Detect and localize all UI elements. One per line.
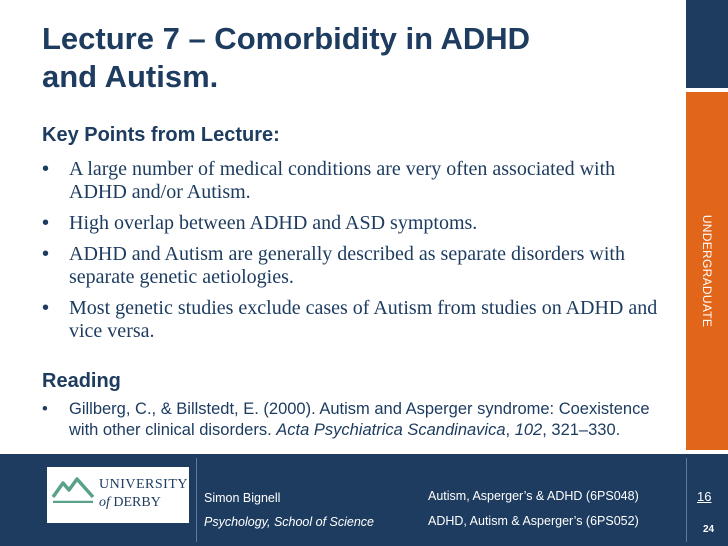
key-points-list (42, 158, 662, 351)
key-point-item (42, 243, 662, 289)
key-points-heading: Key Points from Lecture: (42, 124, 280, 146)
footer-divider (196, 458, 197, 542)
logo-of-text: of (99, 495, 110, 510)
presenter-name: Simon Bignell (204, 491, 281, 505)
university-logo (47, 467, 189, 523)
slide-title-line-1: Lecture 7 – Comorbidity in ADHD (42, 21, 531, 56)
reference-authors: Gillberg, C., & Billstedt, E. (2000). Autism and Asperger syndrome: Coexistence with other clinical disorders. (69, 400, 650, 439)
logo-derby-text (99, 495, 161, 511)
key-point-item (42, 212, 662, 235)
footer-divider (686, 458, 687, 542)
mountain-logo-icon (51, 475, 95, 503)
reading-heading: Reading (42, 370, 121, 392)
key-point-text: A large number of medical conditions are very often associated with ADHD and/or Autism. (69, 158, 616, 203)
slide-number-link[interactable]: 16 (697, 489, 712, 504)
sidebar-top-block (686, 0, 728, 88)
module-code-2: ADHD, Autism & Asperger’s (6PS052) (428, 514, 639, 528)
reference-volume: 102 (514, 421, 543, 439)
logo-university-text: UNIVERSITY (99, 477, 188, 492)
reference-pages: , 321–330. (542, 421, 621, 439)
key-point-item (42, 297, 662, 343)
bullet-icon: • (42, 243, 50, 265)
footer-bar (0, 454, 728, 546)
reference-journal: Acta Psychiatrica Scandinavica (276, 421, 506, 439)
presenter-department: Psychology, School of Science (204, 515, 375, 529)
logo-derby-word: DERBY (113, 495, 161, 510)
bullet-icon: • (42, 158, 50, 180)
sidebar-label (686, 92, 728, 450)
key-point-text: Most genetic studies exclude cases of Autism from studies on ADHD and vice versa. (69, 297, 658, 342)
module-code-1: Autism, Asperger’s & ADHD (6PS048) (428, 489, 639, 503)
reference-separator: , (505, 421, 515, 439)
key-point-item (42, 158, 662, 204)
bullet-icon: • (42, 212, 50, 234)
key-point-text: ADHD and Autism are generally described as separate disorders with separate genetic aetiologies. (69, 243, 625, 288)
bullet-icon: • (42, 297, 50, 319)
bullet-icon: • (42, 400, 48, 418)
slide-title (42, 20, 672, 96)
reading-reference (42, 399, 662, 441)
sidebar-label-text: UNDERGRADUATE (700, 214, 715, 328)
slide-title-line-2: and Autism. (42, 59, 219, 94)
key-point-text: High overlap between ADHD and ASD symptoms. (69, 212, 478, 234)
page-number: 24 (703, 524, 715, 535)
